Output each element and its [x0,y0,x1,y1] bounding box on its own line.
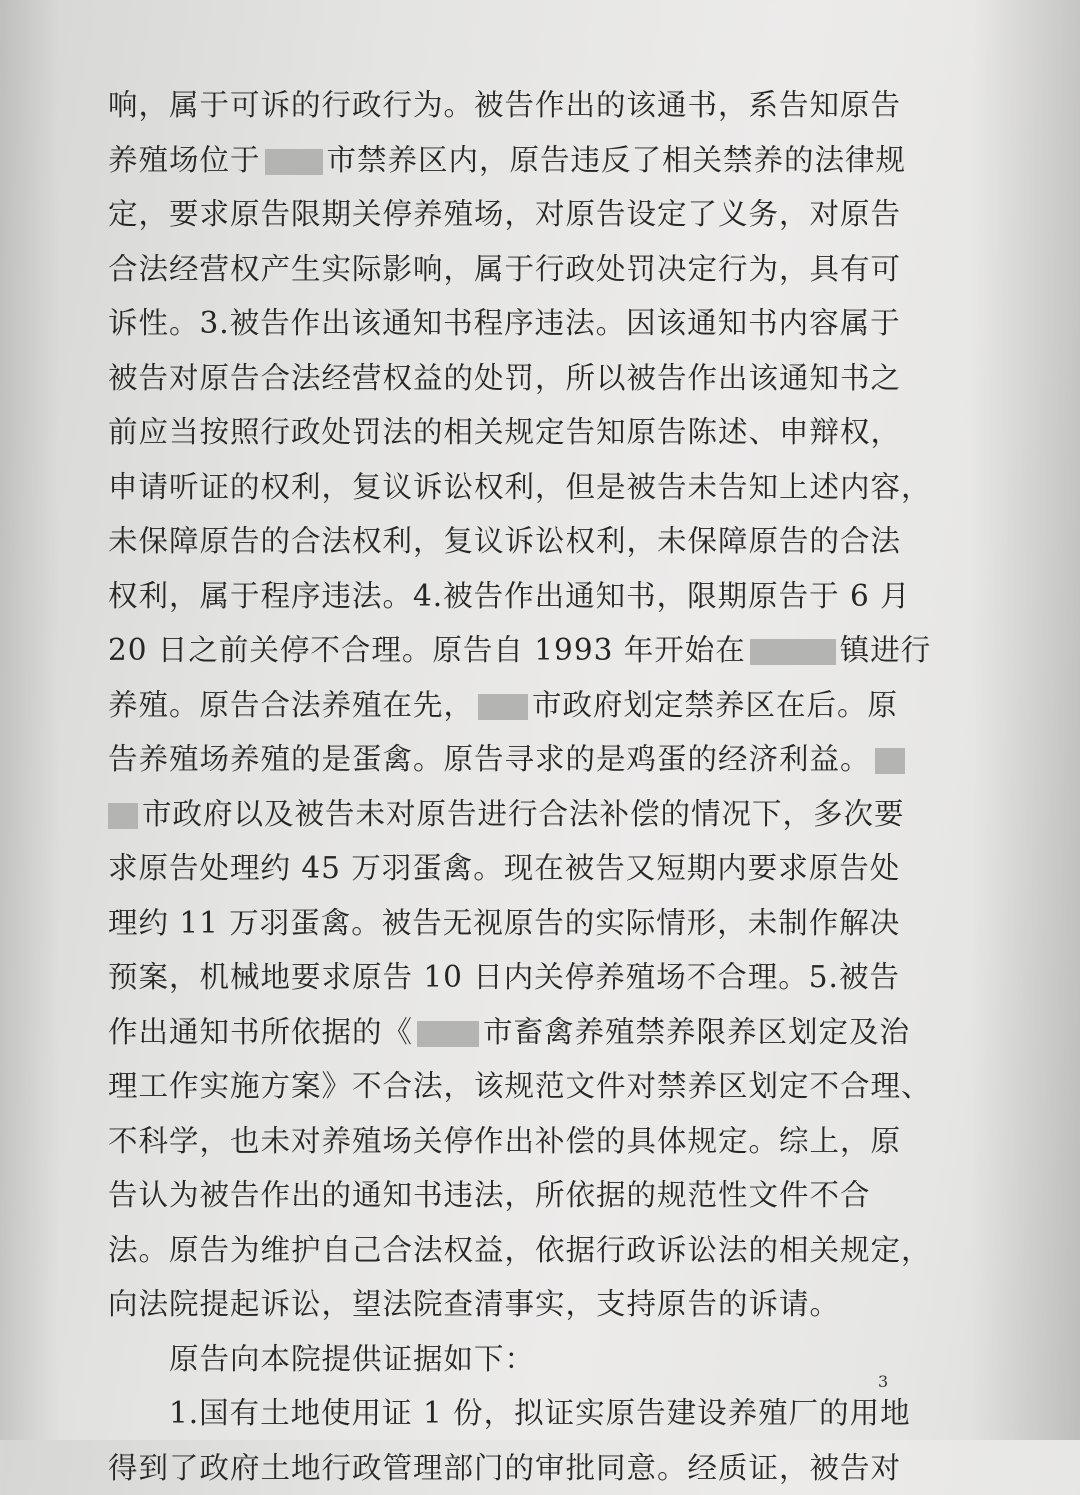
redaction-mark [108,803,138,829]
text-line: 1.国有土地使用证 1 份，拟证实原告建设养殖厂的用地 [108,1386,898,1441]
text-line: 原告向本院提供证据如下： [108,1332,898,1387]
text-line: 养殖。原告合法养殖在先， 市政府划定禁养区在后。原 [108,678,898,733]
page-number: 3 [878,1372,888,1391]
document-body [108,78,898,1495]
text-line: 告认为被告作出的通知书违法，所依据的规范性文件不合 [108,1168,898,1223]
text-line: 向法院提起诉讼，望法院查清事实，支持原告的诉请。 [108,1277,898,1332]
text-line: 定，要求原告限期关停养殖场，对原告设定了义务，对原告 [108,187,898,242]
text-line: 得到了政府土地行政管理部门的审批同意。经质证，被告对 [108,1441,898,1495]
page-shadow-left [0,0,60,1440]
redaction-mark [265,149,323,175]
text-line: 被告对原告合法经营权益的处罚，所以被告作出该通知书之 [108,351,898,406]
redaction-mark [875,748,905,774]
text-line: 合法经营权产生实际影响，属于行政处罚决定行为，具有可 [108,242,898,297]
text-line: 法。原告为维护自己合法权益，依据行政诉讼法的相关规定， [108,1223,898,1278]
text-line: 作出通知书所依据的《 市畜禽养殖禁养限养区划定及治 [108,1005,898,1060]
text-line: 权利，属于程序违法。4.被告作出通知书，限期原告于 6 月 [108,569,898,624]
text-line: 不科学，也未对养殖场关停作出补偿的具体规定。综上，原 [108,1114,898,1169]
text-line: 20 日之前关停不合理。原告自 1993 年开始在 镇进行 [108,623,898,678]
text-line: 预案，机械地要求原告 10 日内关停养殖场不合理。5.被告 [108,950,898,1005]
text-line: 市政府以及被告未对原告进行合法补偿的情况下，多次要 [108,787,898,842]
text-line: 诉性。3.被告作出该通知书程序违法。因该通知书内容属于 [108,296,898,351]
text-line: 响，属于可诉的行政行为。被告作出的该通书，系告知原告 [108,78,898,133]
text-line: 告养殖场养殖的是蛋禽。原告寻求的是鸡蛋的经济利益。 [108,732,898,787]
redaction-mark [478,694,528,720]
text-line: 理工作实施方案》不合法，该规范文件对禁养区划定不合理、 [108,1059,898,1114]
redaction-mark [750,639,836,665]
text-line: 未保障原告的合法权利，复议诉讼权利，未保障原告的合法 [108,514,898,569]
text-line: 养殖场位于 市禁养区内，原告违反了相关禁养的法律规 [108,133,898,188]
text-line: 前应当按照行政处罚法的相关规定告知原告陈述、申辩权， [108,405,898,460]
text-line: 求原告处理约 45 万羽蛋禽。现在被告又短期内要求原告处 [108,841,898,896]
text-line: 理约 11 万羽蛋禽。被告无视原告的实际情形，未制作解决 [108,896,898,951]
redaction-mark [417,1021,479,1047]
page-shadow-right [970,0,1080,1440]
text-line: 申请听证的权利，复议诉讼权利，但是被告未告知上述内容， [108,460,898,515]
